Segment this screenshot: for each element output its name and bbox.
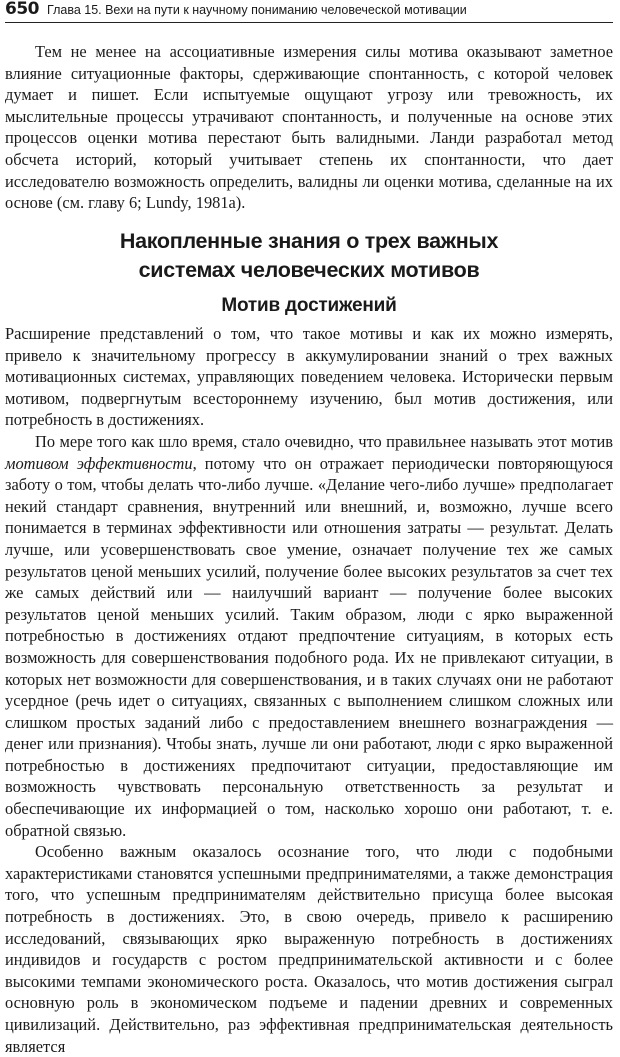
intro-text-block: [5, 41, 613, 214]
paragraph-2-part-1: По мере того как шло время, стало очевидно, что правильнее называть этот мотив: [35, 431, 613, 451]
paragraph-2-emphasis: мотивом эффективности: [5, 453, 193, 473]
main-text-block: [5, 323, 613, 1057]
section-heading: [5, 227, 613, 285]
section-heading-line-1: Накопленные знания о трех важных: [119, 229, 499, 253]
paragraph-2-part-2: , потому что он отражает периодически повторяющуюся заботу о том, чтобы делать что-либо лучше. «Делание чего-либо лучше» предполагает некий стандарт сравнения, внутренний или внешний, и, возможно, лучше всего понимается в терминах эффективности или отношения затраты — результат. Делать лучше, или усовершенствовать свое умение, означает получение тех же самых результатов ценой меньших усилий, получение более высоких результатов за счет тех же самых действий или — наилучший вариант — получение более высоких результатов ценой меньших усилий. Таким образом, люди с ярко выраженной потребностью в достижениях отдают предпочтение ситуациям, в которых есть возможность для совершенствования подобного рода. Их не привлекают ситуации, в которых нет возможности для совершенствования, и в таких случаях они не работают усердное (речь идет о ситуациях, связанных с выполнением слишком сложных или слишком простых заданий либо с предоставлением внешнего вознаграждения — денег или признания). Чтобы знать, лучше ли они работают, люди с ярко выраженной потребностью в достижениях предпочитают ситуации, предоставляющие им возможность чувствовать персональную ответственность за результат и обеспечивающие их информацией о том, насколько хорошо они работают, т. е. обратной связью.: [5, 453, 613, 840]
paragraph-2: [5, 431, 613, 841]
paragraph-intro: Тем не менее на ассоциативные измерения силы мотива оказывают заметное влияние ситуационные факторы, сдерживающие спонтанность, с которой человек думает и пишет. Если испытуемые ощущают угрозу или тревожность, их мыслительные процессы утрачивают спонтанность, и полученные на основе этих процессов оценки мотива перестают быть валидными. Ланди разработал метод обсчета историй, который учитывает степень их спонтанности, что дает исследователю возможность определить, валидны ли оценки мотива, сделанные на их основе (см. главу 6; Lundy, 1981a).: [5, 42, 613, 213]
subsection-heading: Мотив достижений: [221, 295, 397, 316]
running-header: [5, 0, 613, 23]
paragraph-1: Расширение представлений о том, что такое мотивы и как их можно измерять, привело к значительному прогрессу в аккумулировании знаний о трех важных мотивационных системах, управляющих поведением человека. Исторически первым мотивом, подвергнутым всестороннему изучению, был мотив достижения, или потребность в достижениях.: [5, 324, 613, 430]
page-number: 650: [5, 0, 39, 19]
paragraph-3: Особенно важным оказалось осознание того, что люди с подобными характеристиками становятся успешными предпринимателями, а также демонстрация того, что успешным предпринимателям действительно присуща более высокая потребность в достижениях. Это, в свою очередь, привело к расширению исследований, связывающих ярко выраженную потребность в достижениях индивидов и государств с ростом предпринимательской активности и с более высокими темпами экономического роста. Оказалось, что мотив достижения сыграл основную роль в экономическом подъеме и падении древних и современных цивилизаций. Действительно, раз эффективная предпринимательская деятельность является: [5, 842, 613, 1056]
running-title: Глава 15. Вехи на пути к научному пониманию человеческой мотивации: [47, 3, 467, 17]
section-heading-line-2: системах человеческих мотивов: [138, 258, 480, 282]
